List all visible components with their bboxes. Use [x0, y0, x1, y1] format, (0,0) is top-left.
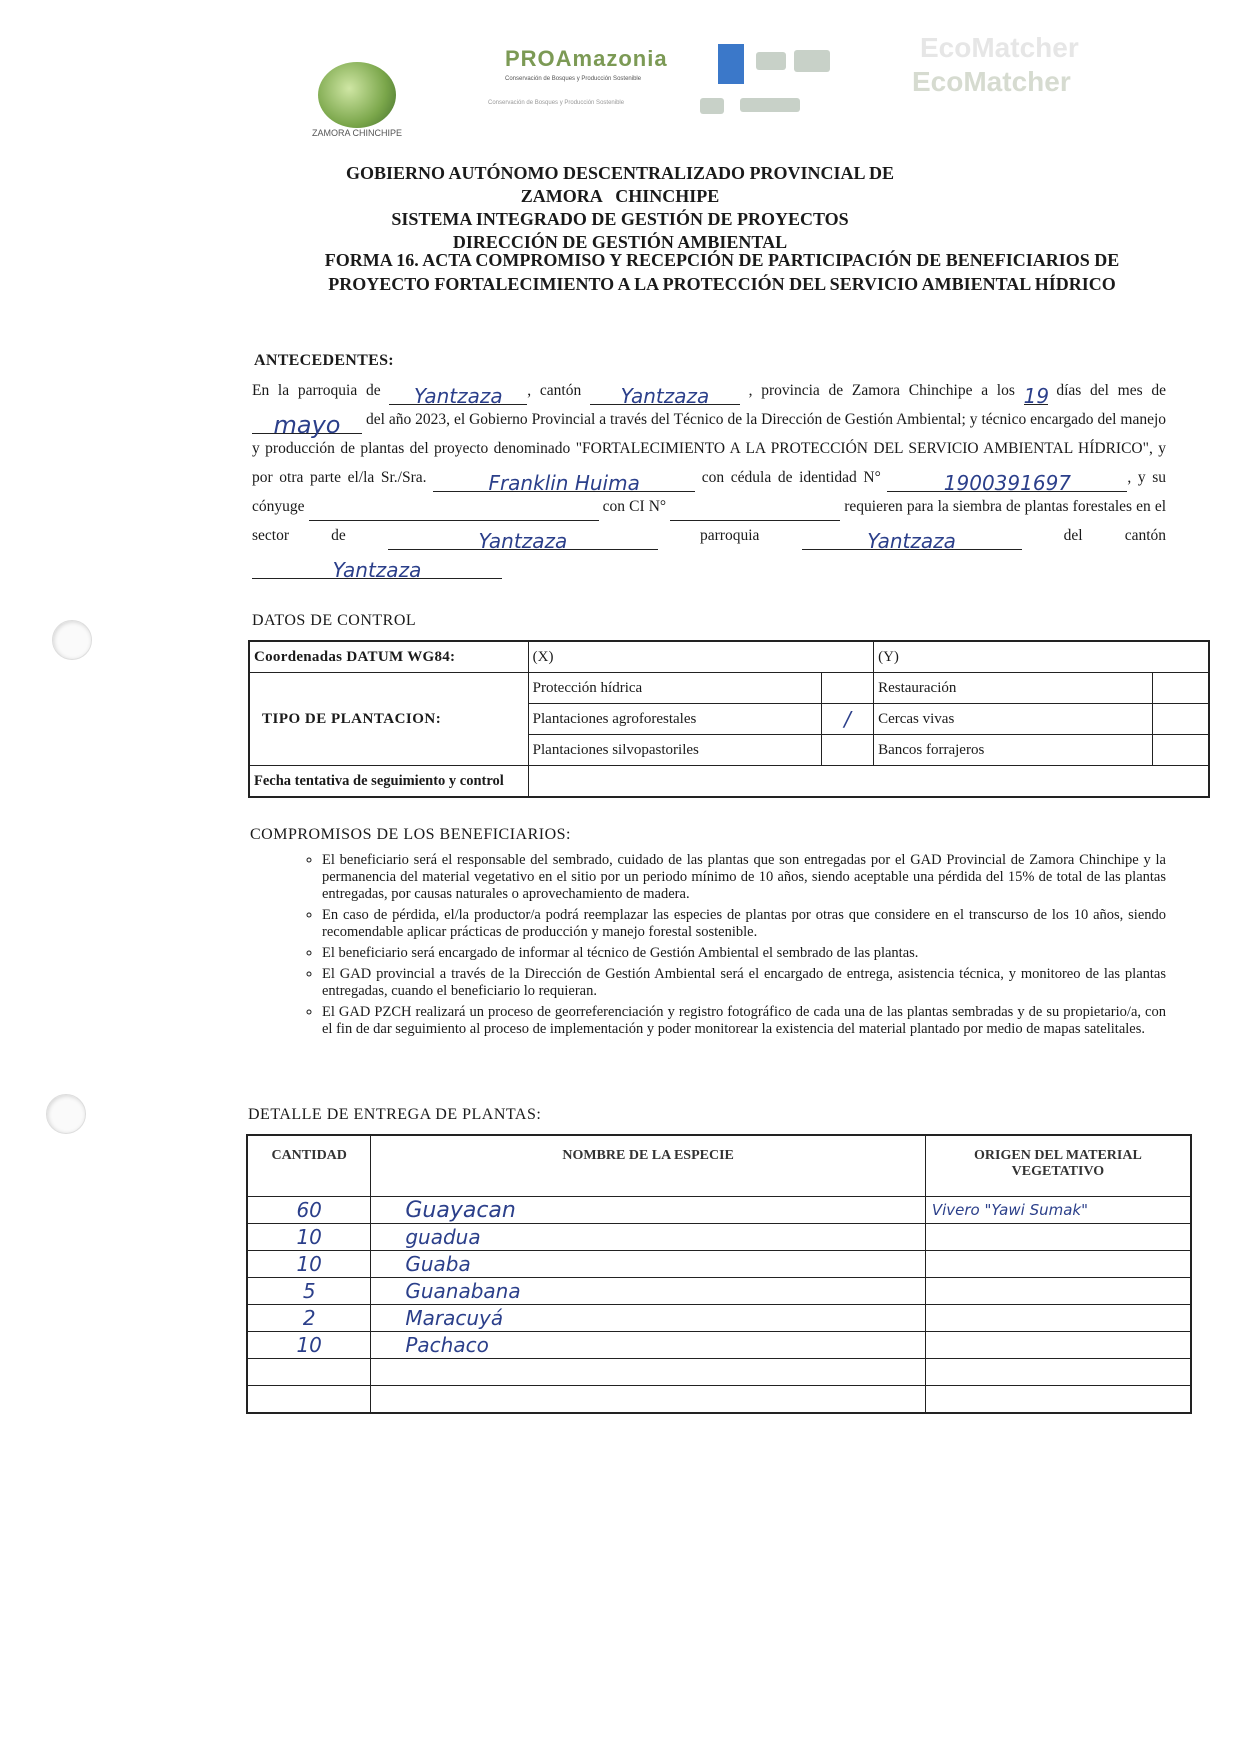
header-line-4: DIRECCIÓN DE GESTIÓN AMBIENTAL — [452, 232, 788, 252]
cell-especie[interactable] — [371, 1359, 925, 1386]
option-agroforestales: Plantaciones agroforestales — [528, 704, 821, 735]
cell-origen[interactable] — [925, 1305, 1191, 1332]
cell-origen[interactable] — [925, 1386, 1191, 1414]
text-parroquia-label: En la parroquia de — [252, 382, 381, 399]
text-parroquia2-label: parroquia — [700, 527, 760, 544]
cell-origen[interactable] — [925, 1278, 1191, 1305]
table-row — [247, 1305, 1191, 1332]
cell-cantidad[interactable]: 10 — [247, 1251, 371, 1278]
form-title-line-2: PROYECTO FORTALECIMIENTO A LA PROTECCIÓN DEL SERVICIO AMBIENTAL HÍDRICO — [328, 274, 1116, 294]
text-sector-label: requieren para la siembra de plantas forestales en el sector de — [252, 498, 1167, 544]
col-origen: ORIGEN DEL MATERIAL VEGETATIVO — [925, 1135, 1191, 1197]
cell-cantidad[interactable]: 60 — [247, 1197, 371, 1224]
section-detalle-title: DETALLE DE ENTREGA DE PLANTAS: — [248, 1106, 542, 1123]
check-agroforestales[interactable]: / — [821, 704, 873, 735]
field-parroquia-2[interactable]: Yantzaza — [802, 527, 1022, 550]
detalle-header-row — [247, 1135, 1191, 1197]
tipo-plantacion-label: TIPO DE PLANTACION: — [249, 673, 528, 766]
compromiso-item: ◦ El beneficiario será el responsable del sembrado, cuidado de las plantas que son entregadas por el GAD Provincial de Zamora Chinchipe y la permanencia del material vegetativo en el sitio por un periodo mínimo de 10 años, siendo aceptable una pérdida del 15% de total de las plantas entregadas, por causas naturales o aprovechamiento de madera. — [322, 852, 1166, 903]
check-bancos-forrajeros[interactable] — [1153, 735, 1209, 766]
cell-cantidad[interactable]: 5 — [247, 1278, 371, 1305]
cell-cantidad[interactable]: 10 — [247, 1224, 371, 1251]
form-title — [272, 248, 1172, 296]
text-provincia-label: , provincia de Zamora Chinchipe a los — [748, 382, 1015, 399]
option-proteccion-hidrica: Protección hídrica — [528, 673, 821, 704]
undp-logo — [718, 44, 744, 84]
option-bancos-forrajeros: Bancos forrajeros — [874, 735, 1153, 766]
table-row — [247, 1386, 1191, 1414]
zamora-chinchipe-logo — [318, 62, 396, 128]
cell-origen[interactable] — [925, 1251, 1191, 1278]
coord-y[interactable]: (Y) — [874, 641, 1209, 673]
partner-logo-2 — [794, 50, 830, 72]
cell-origen[interactable]: Vivero "Yawi Sumak" — [925, 1197, 1191, 1224]
cell-origen[interactable] — [925, 1224, 1191, 1251]
field-cedula[interactable]: 1900391697 — [887, 469, 1127, 492]
cell-especie[interactable]: guadua — [371, 1224, 925, 1251]
cell-especie[interactable]: Guayacan — [371, 1197, 925, 1224]
cell-especie[interactable]: Pachaco — [371, 1332, 925, 1359]
ecomatcher-logo-ghost: EcoMatcher — [912, 66, 1071, 97]
table-row — [247, 1251, 1191, 1278]
field-dia[interactable]: 19 — [1023, 384, 1050, 408]
section-antecedentes-title: ANTECEDENTES: — [254, 352, 394, 369]
text-ci-label: con CI N° — [602, 498, 667, 515]
check-cercas-vivas[interactable] — [1153, 704, 1209, 735]
field-conyuge-ci[interactable] — [670, 498, 840, 521]
col-cantidad: CANTIDAD — [247, 1135, 371, 1197]
cell-especie[interactable]: Maracuyá — [371, 1305, 925, 1332]
field-mes[interactable]: mayo — [252, 411, 362, 434]
fecha-seguimiento-label: Fecha tentativa de seguimiento y control — [249, 766, 528, 798]
header-line-3: SISTEMA INTEGRADO DE GESTIÓN DE PROYECTOS — [391, 209, 849, 229]
cell-especie[interactable]: Guaba — [371, 1251, 925, 1278]
check-silvopastoriles[interactable] — [821, 735, 873, 766]
section-compromisos-title: COMPROMISOS DE LOS BENEFICIARIOS: — [250, 826, 571, 843]
document-header — [0, 162, 1240, 254]
col-especie: NOMBRE DE LA ESPECIE — [371, 1135, 925, 1197]
fecha-seguimiento-field[interactable] — [528, 766, 1209, 798]
compromiso-item: ◦ El GAD PZCH realizará un proceso de georreferenciación y registro fotográfico de cada una de las plantas sembradas y de su propietario/a, con el fin de dar seguimiento al proceso de implementación y poder monitorear la existencia del material plantado por medio de mapas satelitales. — [322, 1004, 1166, 1038]
field-sector[interactable]: Yantzaza — [388, 527, 658, 550]
check-proteccion-hidrica[interactable] — [821, 673, 873, 704]
header-line-2: ZAMORA CHINCHIPE — [520, 186, 720, 206]
proamazonia-logo: PROAmazonia — [505, 46, 668, 71]
compromisos-list — [282, 852, 1166, 1042]
compromiso-item: ◦ En caso de pérdida, el/la productor/a podrá reemplazar las especies de plantas por otras que considere en el transcurso de los 10 años, siendo recomendable aplicar prácticas de producción y manejo forestal sostenible. — [322, 907, 1166, 941]
cell-origen[interactable] — [925, 1359, 1191, 1386]
text-canton2-label: del cantón — [1063, 527, 1167, 544]
field-canton[interactable]: Yantzaza — [590, 382, 740, 405]
zamora-logo-caption: ZAMORA CHINCHIPE — [312, 128, 403, 138]
cell-cantidad[interactable] — [247, 1386, 371, 1414]
partner-logo-4 — [740, 98, 800, 112]
detalle-table — [246, 1134, 1192, 1414]
compromiso-item: ◦ El GAD provincial a través de la Dirección de Gestión Ambiental será el encargado de entrega, asistencia técnica, y monitoreo de las plantas entregadas, cuando el beneficiario lo requieran. — [322, 966, 1166, 1000]
cell-especie[interactable]: Guanabana — [371, 1278, 925, 1305]
table-row — [247, 1332, 1191, 1359]
coord-x[interactable]: (X) — [528, 641, 873, 673]
field-nombre-beneficiario[interactable]: Franklin Huima — [433, 469, 695, 492]
option-cercas-vivas: Cercas vivas — [874, 704, 1153, 735]
compromiso-item: ◦ El beneficiario será encargado de informar al técnico de Gestión Ambiental el sembrado de las plantas. — [322, 945, 1166, 962]
text-body: del año 2023, el Gobierno Provincial a través del Técnico de la Dirección de Gestión Ambiental; y técnico encargado del manejo y producción de plantas del proyecto denominado "FORTALECIMIENTO A LA PROTECCIÓN DEL SERVICIO AMBIENTAL HÍDRICO", y por otra parte el/la Sr./Sra. — [252, 411, 1167, 486]
cell-cantidad[interactable]: 10 — [247, 1332, 371, 1359]
text-conyuge-label: , y su cónyuge — [252, 469, 1167, 515]
table-row — [247, 1278, 1191, 1305]
ecomatcher-logo: EcoMatcher — [920, 32, 1079, 63]
coord-label: Coordenadas DATUM WG84: — [249, 641, 528, 673]
cell-especie[interactable] — [371, 1386, 925, 1414]
field-conyuge[interactable] — [309, 498, 599, 521]
cell-cantidad[interactable] — [247, 1359, 371, 1386]
form-title-line-1: FORMA 16. ACTA COMPROMISO Y RECEPCIÓN DE PARTICIPACIÓN DE BENEFICIARIOS DE — [324, 250, 1120, 270]
proamazonia-ghost-subtitle: Conservación de Bosques y Producción Sostenible — [488, 100, 625, 106]
partner-logo-1 — [756, 52, 786, 70]
header-line-1: GOBIERNO AUTÓNOMO DESCENTRALIZADO PROVINCIAL DE — [345, 163, 895, 183]
partner-logo-3 — [700, 98, 724, 114]
table-row — [247, 1224, 1191, 1251]
proamazonia-subtitle: Conservación de Bosques y Producción Sostenible — [505, 76, 642, 82]
field-canton-2[interactable]: Yantzaza — [252, 556, 502, 579]
table-row — [247, 1197, 1191, 1224]
section-control-title: DATOS DE CONTROL — [252, 612, 417, 629]
cell-origen[interactable] — [925, 1332, 1191, 1359]
text-dias-label: días del mes de — [1056, 382, 1166, 399]
option-silvopastoriles: Plantaciones silvopastoriles — [528, 735, 821, 766]
field-parroquia[interactable]: Yantzaza — [389, 382, 527, 405]
antecedentes-paragraph — [252, 376, 1167, 582]
table-row — [247, 1359, 1191, 1386]
punch-hole — [52, 620, 92, 660]
control-table — [248, 640, 1210, 798]
option-restauracion: Restauración — [874, 673, 1153, 704]
text-cedula-label: con cédula de identidad N° — [701, 469, 881, 486]
punch-hole — [46, 1094, 86, 1134]
text-canton-label: , cantón — [527, 382, 582, 399]
check-restauracion[interactable] — [1153, 673, 1209, 704]
cell-cantidad[interactable]: 2 — [247, 1305, 371, 1332]
